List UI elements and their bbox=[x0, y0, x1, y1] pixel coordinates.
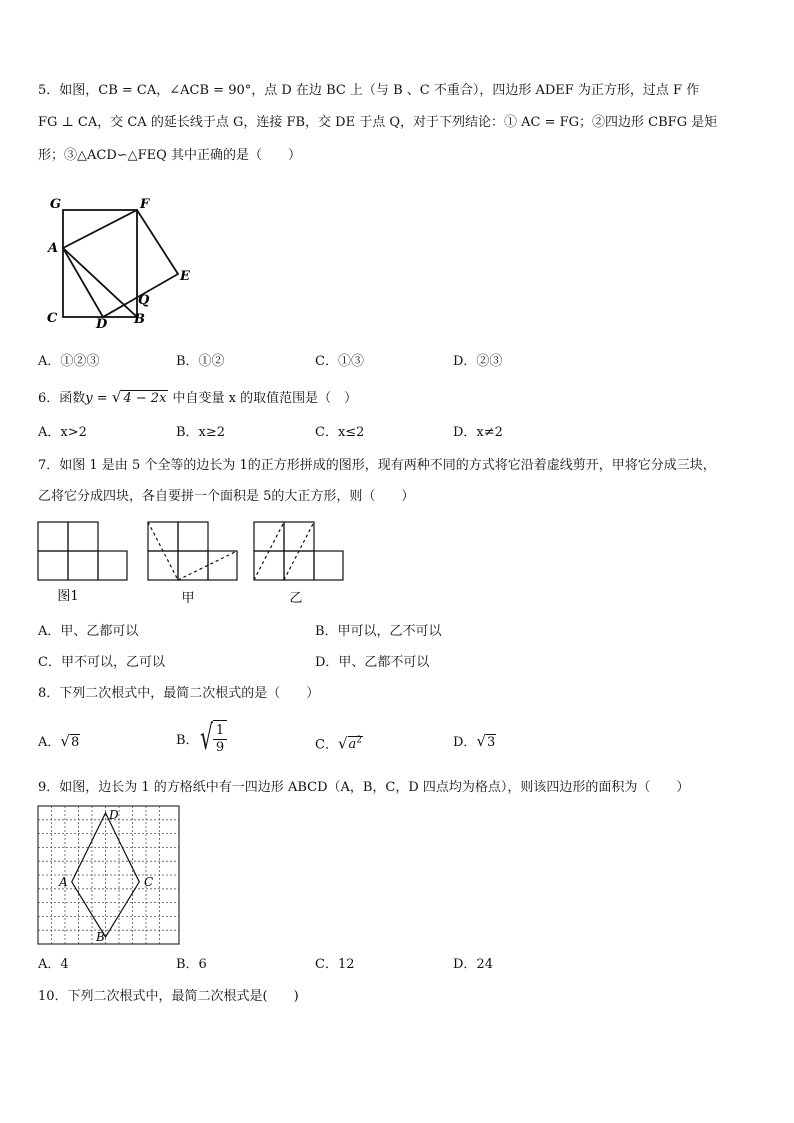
q8-option-b-fraction bbox=[213, 720, 227, 756]
q8-option-b-denominator: 9 bbox=[215, 740, 225, 755]
q5-label-A: A bbox=[48, 241, 59, 256]
q6-suffix: 中自变量 x 的取值范围是（ ） bbox=[168, 391, 358, 406]
q6-prefix: 6．函数 bbox=[38, 391, 86, 406]
q7-option-b: B．甲可以，乙不可以 bbox=[315, 624, 442, 639]
q8-option-a bbox=[38, 731, 80, 753]
q9-option-c: C．12 bbox=[315, 957, 355, 972]
q8-option-a-letter: A． bbox=[38, 735, 61, 750]
q7-caption-yi: 乙 bbox=[289, 591, 303, 606]
q7-figure1 bbox=[38, 522, 127, 580]
q5-line1: 5．如图，CB = CA，∠ACB = 90°，点 D 在边 BC 上（与 B 、C 不重合），四边形 ADEF 为正方形，过点 F 作 bbox=[38, 83, 700, 98]
q7-figure-jia bbox=[148, 522, 237, 580]
q5-line2: FG ⊥ CA，交 CA 的延长线于点 G，连接 FB，交 DE 于点 Q，对于下列结论：① AC = FG；②四边形 CBFG 是矩 bbox=[38, 115, 718, 130]
q9-option-b: B．6 bbox=[176, 957, 207, 972]
q7-figure-yi bbox=[254, 522, 343, 580]
q5-option-b: B．①② bbox=[176, 354, 225, 369]
q8-option-b-numerator: 1 bbox=[213, 721, 227, 740]
q6-option-c: C．x≤2 bbox=[315, 425, 365, 440]
q5-label-G: G bbox=[50, 197, 62, 212]
q5-label-D: D bbox=[96, 317, 108, 332]
q7-option-a: A．甲、乙都可以 bbox=[38, 624, 139, 639]
q9-label-A: A bbox=[59, 875, 68, 889]
q8-option-a-radical: √ bbox=[60, 732, 70, 750]
q5-label-B: B bbox=[134, 312, 145, 327]
q9-label-C: C bbox=[144, 875, 154, 889]
q7-option-c: C．甲不可以，乙可以 bbox=[38, 655, 165, 670]
q6-stem bbox=[38, 387, 357, 409]
q9-grid-figure bbox=[36, 804, 182, 948]
q6-option-d: D．x≠2 bbox=[453, 425, 503, 440]
q5-label-E: E bbox=[180, 269, 190, 284]
q10-stem: 10．下列二次根式中，最简二次根式是( ) bbox=[38, 989, 299, 1004]
q7-figures bbox=[36, 518, 356, 608]
q5-line3: 形；③△ACD∽△FEQ 其中正确的是（ ） bbox=[38, 148, 301, 163]
q6-radicand: 4 − 2x bbox=[123, 391, 167, 406]
q8-option-c-radicand bbox=[348, 736, 364, 752]
q6-option-b: B．x≥2 bbox=[176, 425, 226, 440]
q8-stem: 8．下列二次根式中，最简二次根式的是（ ） bbox=[38, 686, 320, 701]
q5-geometry-figure bbox=[42, 192, 212, 332]
q5-label-Q: Q bbox=[138, 293, 150, 308]
q8-option-c bbox=[315, 731, 363, 755]
q8-option-b-letter: B． bbox=[176, 733, 199, 748]
q9-stem: 9．如图，边长为 1 的方格纸中有一四边形 ABCD（A，B，C，D 四点均为格点），则该四边形的面积为（ ） bbox=[38, 780, 690, 795]
q7-line1: 7．如图 1 是由 5 个全等的边长为 1的正方形拼成的图形，现有两种不同的方式将它沿着虚线剪开，甲将它分成三块， bbox=[38, 458, 716, 473]
q6-option-a: A．x>2 bbox=[38, 425, 87, 440]
q8-option-d-radicand: 3 bbox=[487, 735, 496, 750]
q6-equals: = bbox=[92, 391, 112, 406]
q7-option-d: D．甲、乙都不可以 bbox=[315, 655, 430, 670]
q8-option-b-radical: √ bbox=[200, 718, 214, 758]
q8-option-a-radicand: 8 bbox=[70, 735, 80, 750]
q8-option-c-base: a bbox=[348, 737, 357, 753]
q5-label-C: C bbox=[47, 311, 58, 326]
q7-line2: 乙将它分成四块，各自要拼一个面积是 5的大正方形，则（ ） bbox=[38, 489, 415, 504]
q7-caption-figure1: 图1 bbox=[57, 589, 79, 604]
q8-option-c-letter: C． bbox=[315, 737, 338, 753]
q8-option-d bbox=[453, 731, 496, 753]
q5-label-F: F bbox=[140, 197, 150, 212]
q9-option-d: D．24 bbox=[453, 957, 493, 972]
q8-option-d-letter: D． bbox=[453, 735, 477, 750]
q5-option-d: D．②③ bbox=[453, 354, 503, 369]
q8-option-d-radical: √ bbox=[476, 732, 486, 750]
q6-func-y: y bbox=[85, 391, 93, 406]
q9-option-a: A．4 bbox=[38, 957, 69, 972]
q7-caption-jia: 甲 bbox=[181, 591, 195, 606]
q8-option-c-exponent: 2 bbox=[356, 736, 363, 746]
q5-option-a: A．①②③ bbox=[38, 354, 100, 369]
q5-option-c: C．①③ bbox=[315, 354, 364, 369]
q9-label-B: B bbox=[96, 930, 105, 944]
q9-label-D: D bbox=[109, 808, 119, 822]
q6-radical-sign: √ bbox=[111, 388, 122, 406]
q8-option-c-radical: √ bbox=[337, 734, 348, 753]
